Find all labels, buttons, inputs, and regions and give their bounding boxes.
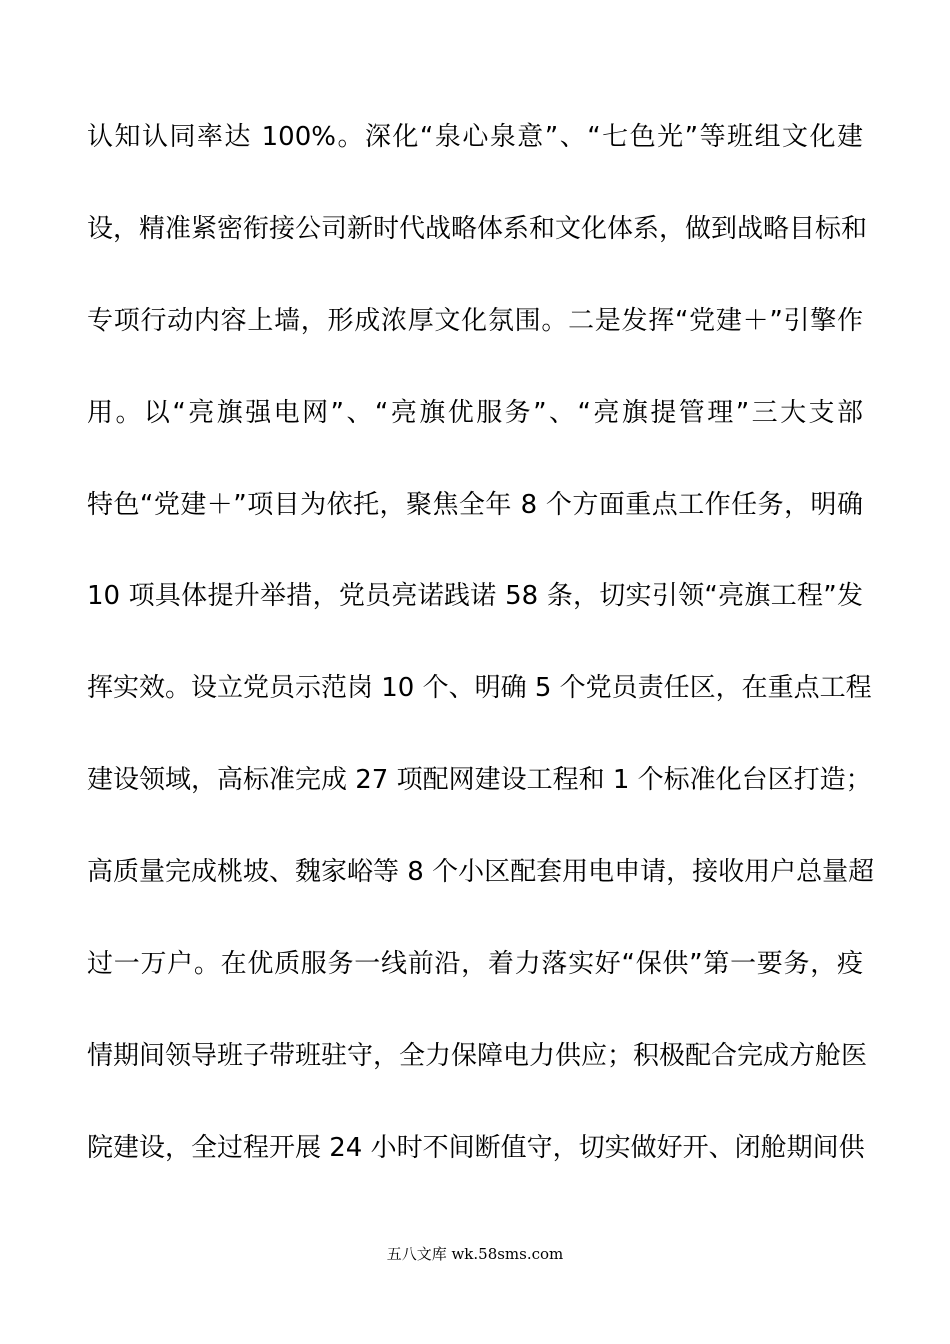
text-line: 情期间领导班子带班驻守，全力保障电力供应；积极配合完成方舱医: [87, 1040, 868, 1071]
footer-watermark: 五八文库 wk.58sms.com: [386, 1245, 564, 1263]
text-line: 10 项具体提升举措，党员亮诺践诺 58 条，切实引领“亮旗工程”发: [87, 581, 863, 612]
text-line: 高质量完成桃坡、魏家峪等 8 个小区配套用电申请，接收用户总量超: [87, 857, 875, 888]
text-line: 过一万户。在优质服务一线前沿，着力落实好“保供”第一要务，疫: [87, 949, 863, 980]
text-line: 建设领域，高标准完成 27 项配网建设工程和 1 个标准化台区打造；: [87, 765, 872, 796]
text-line: 挥实效。设立党员示范岗 10 个、明确 5 个党员责任区，在重点工程: [87, 673, 872, 704]
text-line: 用。以“亮旗强电网”、“亮旗优服务”、“亮旗提管理”三大支部: [87, 397, 863, 428]
text-line: 特色“党建＋”项目为依托，聚焦全年 8 个方面重点工作任务，明确: [87, 489, 863, 520]
text-line: 设，精准紧密衔接公司新时代战略体系和文化体系，做到战略目标和: [87, 213, 868, 244]
text-line: 专项行动内容上墙，形成浓厚文化氛围。二是发挥“党建＋”引擎作: [87, 305, 863, 336]
text-line: 院建设，全过程开展 24 小时不间断值守，切实做好开、闭舱期间供: [87, 1132, 865, 1163]
text-line: 认知认同率达 100%。深化“泉心泉意”、“七色光”等班组文化建: [87, 122, 863, 152]
body-paragraph: [87, 105, 875, 1208]
